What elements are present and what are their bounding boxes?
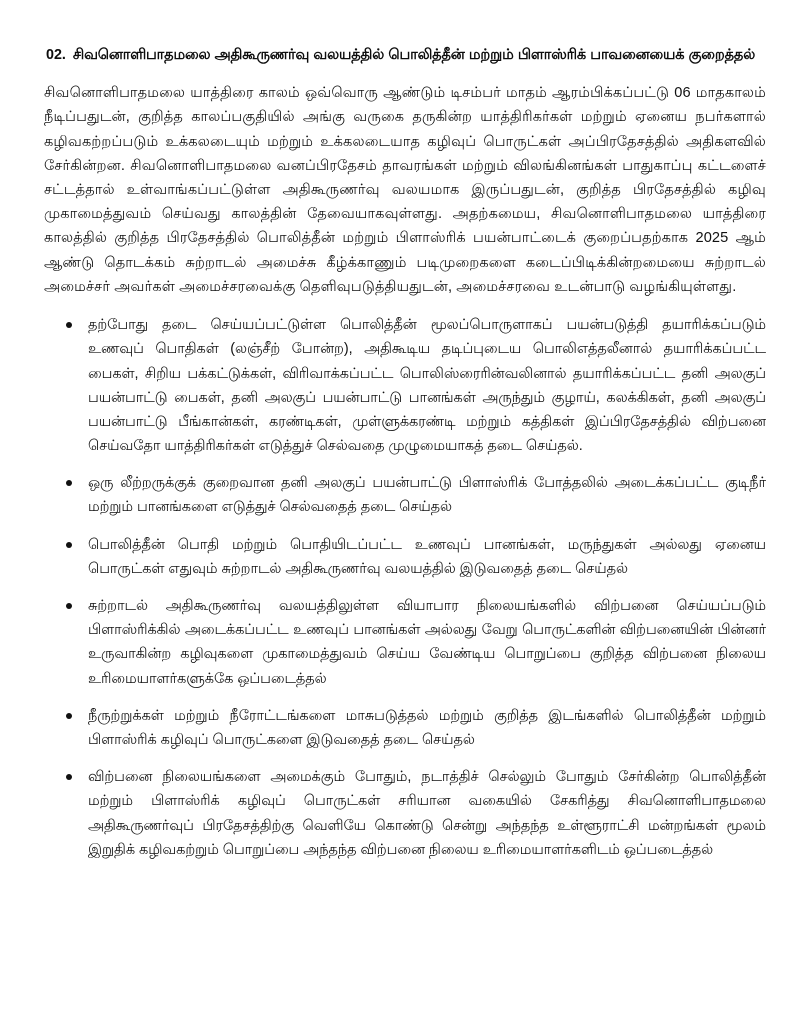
heading-text: சிவனொளிபாதமலை அதிகூருணர்வு வலயத்தில் பொலித்தீன் மற்றும் பிளாஸ்ரிக் பாவனையைக் குறைத்தல் xyxy=(72,47,756,63)
page-heading xyxy=(44,44,766,67)
list-item-text: நீருற்றுக்கள் மற்றும் நீரோட்டங்களை மாசுபடுத்தல் மற்றும் குறித்த இடங்களில் பொலித்தீன் மற்றும் பிளாஸ்ரிக் கழிவுப் பொருட்களை இடுவதைத் தடை செய்தல் xyxy=(88,707,766,748)
list-item xyxy=(44,533,766,581)
bullet-dot-icon xyxy=(66,480,72,486)
bullet-dot-icon xyxy=(66,603,72,609)
list-item xyxy=(44,313,766,458)
list-item xyxy=(44,704,766,752)
measures-list xyxy=(44,313,766,862)
bullet-dot-icon xyxy=(66,713,72,719)
list-item xyxy=(44,471,766,519)
bullet-dot-icon xyxy=(66,774,72,780)
intro-paragraph: சிவனொளிபாதமலை யாத்திரை காலம் ஒவ்வொரு ஆண்டும் டிசம்பர் மாதம் ஆரம்பிக்கப்பட்டு 06 மாதகாலம் நீடிப்பதுடன், குறித்த காலப்பகுதியில் அங்கு வருகை தருகின்ற யாத்திரிகர்கள் மற்றும் ஏனைய நபர்களால் கழிவகற்றப்படும் உக்கலடையும் மற்றும் உக்கலடையாத கழிவுப் பொருட்கள் அப்பிரதேசத்தில் அதிகளவில் சேர்கின்றன. சிவனொளிபாதமலை வனப்பிரதேசம் தாவரங்கள் மற்றும் விலங்கினங்கள் பாதுகாப்பு கட்டளைச் சட்டத்தால் உள்வாங்கப்பட்டுள்ள அதிகூருணர்வு வலயமாக இருப்பதுடன், குறித்த பிரதேசத்தில் கழிவு முகாமைத்துவம் செய்வது காலத்தின் தேவையாகவுள்ளது. அதற்கமைய, சிவனொளிபாதமலை யாத்திரை காலத்தில் குறித்த பிரதேசத்தில் பொலித்தீன் மற்றும் பிளாஸ்ரிக் பயன்பாட்டைக் குறைப்பதற்காக 2025 ஆம் ஆண்டு தொடக்கம் சுற்றாடல் அமைச்சு கீழ்க்காணும் படிமுறைகளை கடைப்பிடிக்கின்றமையை சுற்றாடல் அமைச்சர் அவர்கள் அமைச்சரவைக்கு தெளிவுபடுத்தியதுடன், அமைச்சரவை உடன்பாடு வழங்கியுள்ளது. xyxy=(44,85,766,295)
list-item-text: ஒரு லீற்றருக்குக் குறைவான தனி அலகுப் பயன்பாட்டு பிளாஸ்ரிக் போத்தலில் அடைக்கப்பட்ட குடிநீர் மற்றும் பானங்களை எடுத்துச் செல்வதைத் தடை செய்தல் xyxy=(88,475,766,516)
list-item xyxy=(44,765,766,862)
list-item-text: விற்பனை நிலையங்களை அமைக்கும் போதும், நடாத்திச் செல்லும் போதும் சேர்கின்ற பொலித்தீன் மற்றும் பிளாஸ்ரிக் கழிவுப் பொருட்கள் சரியான வகையில் சேகரித்து சிவனொளிபாதமலை அதிகூருணர்வுப் பிரதேசத்திற்கு வெளியே கொண்டு சென்று அந்தந்த உள்ளூராட்சி மன்றங்கள் மூலம் இறுதிக் கழிவகற்றும் பொறுப்பை அந்தந்த விற்பனை நிலைய உரிமையாளர்களிடம் ஒப்படைத்தல் xyxy=(88,769,766,858)
heading-number: 02. xyxy=(46,47,66,63)
list-item-text: தற்போது தடை செய்யப்பட்டுள்ள பொலித்தீன் மூலப்பொருளாகப் பயன்படுத்தி தயாரிக்கப்படும் உணவுப் பொதிகள் (லஞ்சீற் போன்ற), அதிகூடிய தடிப்புடைய பொலிஎத்தலீனால் தயாரிக்கப்பட்ட பைகள், சிறிய பக்கட்டுக்கள், விரிவாக்கப்பட்ட பொலிஸ்ரைரின்வலினால் தயாரிக்கப்பட்ட தனி அலகுப் பயன்பாட்டு பைகள், தனி அலகுப் பயன்பாட்டு பானங்கள் அருந்தும் குழாய், கலக்கிகள், தனி அலகுப் பயன்பாட்டு பீங்கான்கள், கரண்டிகள், முள்ளுக்கரண்டி மற்றும் கத்திகள் இப்பிரதேசத்தில் விற்பனை செய்வதோ யாத்திரிகர்கள் எடுத்துச் செல்வதை முழுமையாகத் தடை செய்தல். xyxy=(88,317,766,455)
bullet-dot-icon xyxy=(66,542,72,548)
list-item-text: சுற்றாடல் அதிகூருணர்வு வலயத்திலுள்ள வியாபார நிலையங்களில் விற்பனை செய்யப்படும் பிளாஸ்ரிக்கில் அடைக்கப்பட்ட உணவுப் பானங்கள் அல்லது வேறு பொருட்களின் விற்பனையின் பின்னர் உருவாகின்ற கழிவுகளை முகாமைத்துவம் செய்ய வேண்டிய பொறுப்பை குறித்த விற்பனை நிலைய உரிமையாளர்களுக்கே ஒப்படைத்தல் xyxy=(88,598,766,687)
list-item-text: பொலித்தீன் பொதி மற்றும் பொதியிடப்பட்ட உணவுப் பானங்கள், மருந்துகள் அல்லது ஏனைய பொருட்கள் எதுவும் சுற்றாடல் அதிகூருணர்வு வலயத்தில் இடுவதைத் தடை செய்தல் xyxy=(88,536,766,577)
list-item xyxy=(44,594,766,691)
bullet-dot-icon xyxy=(66,322,72,328)
